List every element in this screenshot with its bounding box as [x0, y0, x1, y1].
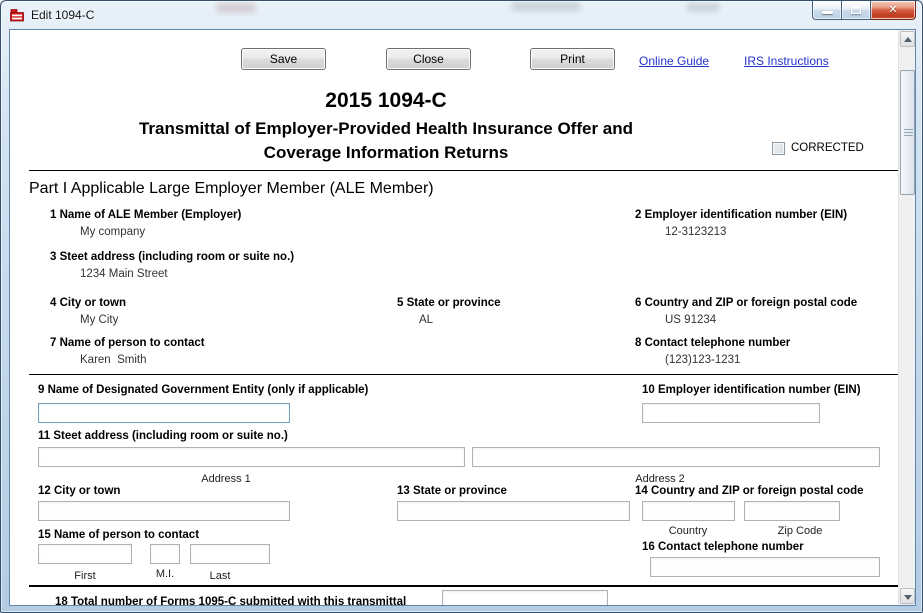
field5-value: AL — [419, 314, 434, 326]
thumb-grip-icon — [904, 129, 913, 137]
field4-value: My City — [80, 314, 119, 326]
form-subtitle-line2: Coverage Information Returns — [263, 143, 509, 162]
field7-value: Karen Smith — [80, 354, 147, 366]
address1-sublabel: Address 1 — [201, 473, 251, 485]
field5-label: 5 State or province — [397, 297, 501, 309]
arrow-down-icon — [904, 595, 912, 600]
caption-buttons — [812, 1, 916, 20]
corrected-label: CORRECTED — [791, 142, 864, 154]
field2-value: 12-3123213 — [665, 226, 727, 238]
scroll-up-button[interactable] — [900, 31, 915, 47]
form-subtitle-line1: Transmittal of Employer-Provided Health Insurance Offer and — [138, 119, 634, 138]
section-divider — [29, 374, 900, 375]
field14-label: 14 Country and ZIP or foreign postal code — [635, 485, 864, 497]
last-sublabel: Last — [209, 570, 231, 582]
app-icon — [9, 7, 25, 23]
field8-value: (123)123-1231 — [665, 354, 741, 366]
form-client-area — [9, 29, 916, 606]
field9-label: 9 Name of Designated Government Entity (only if applicable) — [38, 384, 369, 396]
field4-label: 4 City or town — [50, 297, 127, 309]
field13-label: 13 State or province — [397, 485, 507, 497]
scroll-down-button[interactable] — [900, 588, 915, 604]
section-divider — [29, 170, 900, 171]
field12-input[interactable] — [38, 501, 290, 521]
country-sublabel: Country — [668, 525, 708, 537]
part1-heading: Part I Applicable Large Employer Member (ALE Member) — [29, 180, 434, 197]
field10-input[interactable] — [642, 403, 820, 423]
field16-label: 16 Contact telephone number — [642, 541, 804, 553]
field15-first-input[interactable] — [38, 544, 132, 564]
form-subtitle — [10, 117, 762, 165]
online-guide-link[interactable]: Online Guide — [639, 54, 710, 68]
field3-value: 1234 Main Street — [80, 268, 168, 280]
field1-value: My company — [80, 226, 146, 238]
field6-label: 6 Country and ZIP or foreign postal code — [635, 297, 858, 309]
corrected-checkbox[interactable] — [772, 142, 785, 155]
save-button[interactable]: Save — [241, 48, 326, 70]
minimize-icon — [822, 11, 833, 14]
glass-reflection — [686, 3, 720, 12]
field18-input[interactable] — [442, 590, 608, 606]
titlebar[interactable] — [1, 1, 922, 29]
glass-reflection — [511, 2, 581, 11]
field15-mi-input[interactable] — [150, 544, 180, 564]
field10-label: 10 Employer identification number (EIN) — [642, 384, 861, 396]
mi-sublabel: M.I. — [155, 568, 175, 580]
field12-label: 12 City or town — [38, 485, 121, 497]
maximize-icon — [851, 6, 861, 14]
field7-label: 7 Name of person to contact — [50, 337, 205, 349]
close-button[interactable]: Close — [386, 48, 471, 70]
field3-label: 3 Steet address (including room or suite no.) — [50, 251, 295, 263]
field6-value: US 91234 — [665, 314, 717, 326]
field15-label: 15 Name of person to contact — [38, 529, 200, 541]
field1-label: 1 Name of ALE Member (Employer) — [50, 209, 242, 221]
field9-input[interactable] — [38, 403, 290, 423]
window-title: Edit 1094-C — [31, 8, 95, 22]
minimize-button[interactable] — [812, 1, 842, 20]
window-close-button[interactable] — [871, 1, 916, 20]
field18-label: 18 Total number of Forms 1095-C submitted with this transmittal — [55, 596, 407, 606]
maximize-button[interactable] — [842, 1, 871, 20]
vertical-scrollbar[interactable] — [898, 30, 915, 605]
form-year-title: 2015 1094-C — [325, 89, 447, 112]
section-divider — [29, 585, 900, 587]
field16-input[interactable] — [650, 557, 880, 577]
scrollbar-thumb[interactable] — [900, 70, 915, 195]
field11-label: 11 Steet address (including room or suite no.) — [38, 430, 288, 442]
irs-instructions-link[interactable]: IRS Instructions — [744, 54, 829, 68]
address2-sublabel: Address 2 — [635, 473, 685, 485]
glass-reflection — [216, 3, 256, 13]
field11-address2-input[interactable] — [472, 447, 880, 467]
close-icon: ✕ — [888, 4, 898, 16]
field14-country-input[interactable] — [642, 501, 735, 521]
field11-address1-input[interactable] — [38, 447, 465, 467]
field8-label: 8 Contact telephone number — [635, 337, 791, 349]
field2-label: 2 Employer identification number (EIN) — [635, 209, 848, 221]
field14-zip-input[interactable] — [744, 501, 840, 521]
field15-last-input[interactable] — [190, 544, 270, 564]
arrow-up-icon — [904, 37, 912, 42]
zipcode-sublabel: Zip Code — [777, 525, 823, 537]
first-sublabel: First — [74, 570, 96, 582]
field13-input[interactable] — [397, 501, 630, 521]
print-button[interactable]: Print — [530, 48, 615, 70]
